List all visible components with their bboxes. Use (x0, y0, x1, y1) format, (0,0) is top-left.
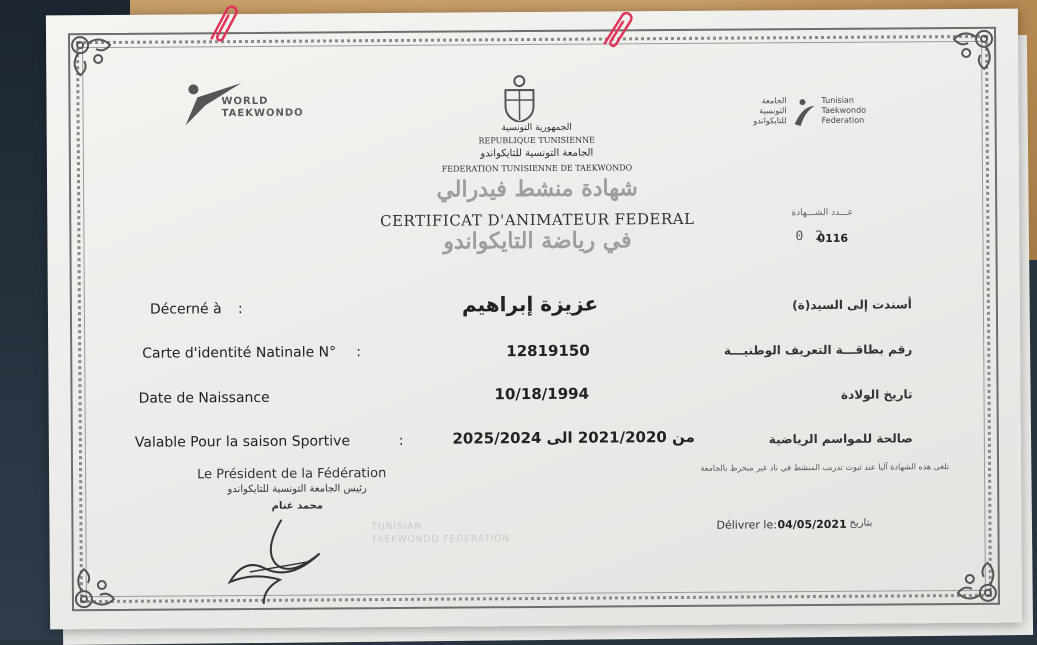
federation-fr: FEDERATION TUNISIENNE DE TAEKWONDO (441, 163, 633, 174)
field-season-sep: : (398, 432, 404, 449)
president-name-ar: محمد غنام (271, 500, 324, 512)
certificate-number-prefix: 0 2 (795, 228, 825, 245)
field-season-value: من 2021/2020 الى 2025/2024 (452, 427, 695, 448)
certificate-number-value: 0116 (817, 231, 849, 246)
federation-stamp (371, 520, 510, 547)
delivery-date: 04/05/2021 (777, 517, 847, 532)
world-taekwondo-logo-text: WORLD TAEKWONDO (221, 95, 304, 120)
certificate-number-label: عـــدد الشـــهادة (791, 207, 854, 219)
ornament-top-right-icon (944, 23, 1000, 79)
field-awarded-label-ar: أسندت إلى السيد(ة) (792, 297, 912, 313)
ttf-logo-text-ar: الجامعة التونسية للتايكواندو (753, 96, 787, 126)
tunisia-emblem-icon (502, 74, 536, 122)
certificate-paper (46, 9, 1022, 630)
president-title-fr: Le Président de la Fédération (197, 466, 387, 483)
ornament-bottom-left-icon (68, 559, 124, 615)
certificate-subtitle-ar: في رياضة التايكواندو (443, 227, 632, 255)
field-id-value: 12819150 (506, 341, 590, 361)
field-id-sep: : (356, 344, 362, 361)
president-title-ar: رئيس الجامعة التونسية للتايكواندو (227, 483, 367, 496)
certificate-title-ar: شهادة منشط فيدرالي (436, 175, 638, 203)
field-season-label: Valable Pour la saison Sportive (134, 433, 351, 451)
ornament-top-left-icon (64, 29, 120, 85)
ornament-bottom-right-icon (948, 553, 1004, 609)
stamp-line2: TAEKWONDO FEDERATION (371, 534, 511, 546)
validity-note-ar: تلغى هذه الشهادة آليا عند ثبوت تدريب المنشط في ناد غير منخرط بالجامعة (700, 462, 950, 473)
certificate-title-fr: CERTIFICAT D'ANIMATEUR FEDERAL (380, 209, 695, 231)
federation-ar: الجامعة التونسية للتايكواندو (480, 147, 594, 160)
field-awarded-label: Décerné à (149, 301, 222, 318)
field-birth-label: Date de Naissance (138, 389, 270, 407)
delivery-label: Délivrer le: (716, 518, 777, 532)
field-birth-value: 10/18/1994 (494, 384, 590, 404)
delivery-label-ar: بتاريخ (849, 517, 873, 529)
field-awarded-sep: : (237, 301, 243, 318)
president-signature-icon (219, 513, 350, 604)
field-id-label-ar: رقم بطاقـــة التعريف الوطنيـــة (723, 342, 913, 358)
republic-ar: الجمهورية التونسية (501, 122, 572, 134)
republic-fr: REPUBLIQUE TUNISIENNE (478, 135, 596, 146)
ttf-logo-text-en: Tunisian Taekwondo Federation (821, 95, 867, 125)
field-season-label-ar: صالحة للمواسم الرياضية (768, 431, 913, 447)
stamp-line1: TUNISIAN (371, 521, 423, 533)
field-id-label: Carte d'identité Natinale N° (142, 344, 337, 362)
field-awarded-value: عزيزة إبراهيم (461, 291, 599, 317)
field-birth-label-ar: تاريخ الولادة (840, 387, 913, 402)
